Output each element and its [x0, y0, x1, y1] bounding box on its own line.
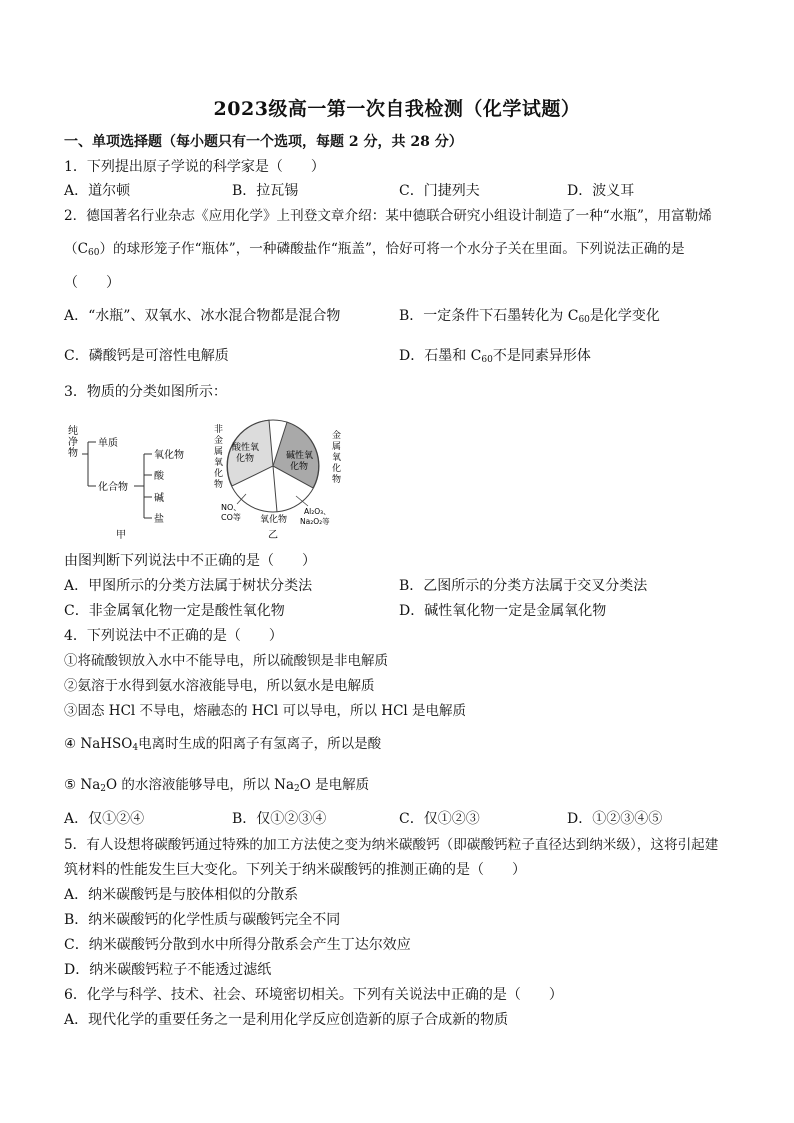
q2-line2: $(C_{60})$的球形笼子作“瓶体”，一种磷酸盐作“瓶盖”，恰好可将一个水分子关在里面。下列说法正确的是	[64, 241, 685, 258]
q5-option-b: B．纳米碳酸钙的化学性质与碳酸钙完全不同	[64, 912, 341, 928]
section-heading: 一、单项选择题（每小题只有一个选项，每题 2 分，共 28 分）	[64, 134, 463, 150]
q5-option-d: D．纳米碳酸钙粒子不能透过滤纸	[64, 962, 272, 978]
pie-bottom-label: 氧化物	[260, 515, 288, 525]
tree-l2-salt: 盐	[154, 514, 164, 525]
q4-statement-3: ③固态 HCl 不导电，熔融态的 HCl 可以导电，所以 HCl 是电解质	[64, 703, 467, 719]
q4-stem: 4．下列说法中不正确的是（ ）	[64, 628, 283, 644]
q4-option-b: B．仅①②③④	[232, 811, 327, 827]
q4-statement-5: ⑤ $Na_2O$ 的水溶液能够导电，所以 $Na_2O$ 是电解质	[64, 777, 370, 794]
q3-stem: 3．物质的分类如图所示：	[64, 384, 227, 400]
q1-option-a: A．道尔顿	[64, 183, 131, 199]
q4-statement-4: ④ NaHSO$_4$电离时生成的阳离子有氢离子，所以是酸	[64, 736, 382, 753]
pie-no-co-label: NO、 CO等	[221, 503, 242, 522]
q1-option-b: B．拉瓦锡	[232, 183, 299, 199]
pie-basic-label: 碱性氧化物	[286, 451, 314, 472]
tree-caption: 甲	[116, 530, 126, 541]
pie-right-label: 金属氧化物	[332, 431, 342, 485]
classification-figure	[64, 414, 354, 544]
pie-acidic-label: 酸性氧化物	[232, 443, 260, 464]
q4-statement-2: ②氨溶于水得到氨水溶液能导电，所以氨水是电解质	[64, 678, 375, 694]
tree-root: 纯净物	[68, 426, 78, 459]
q3-option-d: D．碱性氧化物一定是金属氧化物	[399, 603, 607, 619]
q2-line3: （ ）	[64, 275, 120, 291]
q2-option-a: A．“水瓶”、双氧水、冰水混合物都是混合物	[64, 308, 341, 324]
q3-option-c: C．非金属氧化物一定是酸性氧化物	[64, 603, 285, 619]
tree-l2-acid: 酸	[154, 471, 164, 482]
tree-l2-oxide: 氧化物	[154, 450, 184, 461]
q2-line1: 2．德国著名行业杂志《应用化学》上刊登文章介绍：某中德联合研究小组设计制造了一种“水瓶”，用富勒烯	[64, 208, 712, 224]
q2-option-d: D．石墨和 $C_{60}$不是同素异形体	[399, 348, 591, 365]
tree-l1-compound: 化合物	[98, 482, 128, 493]
tree-root-c1: 纯	[68, 426, 78, 437]
pie-caption: 乙	[268, 530, 278, 541]
q3-option-a: A．甲图所示的分类方法属于树状分类法	[64, 578, 313, 594]
pie-al-label: Al₂O₃、 Na₂O₂等	[300, 507, 331, 526]
q5-option-c: C．纳米碳酸钙分散到水中所得分散系会产生丁达尔效应	[64, 937, 411, 953]
q6-option-a: A．现代化学的重要任务之一是利用化学反应创造新的原子合成新的物质	[64, 1012, 509, 1028]
q3-option-b: B．乙图所示的分类方法属于交叉分类法	[399, 578, 648, 594]
q4-option-d: D．①②③④⑤	[567, 811, 663, 827]
q4-statement-1: ①将硫酸钡放入水中不能导电，所以硫酸钡是非电解质	[64, 653, 388, 669]
q4-option-a: A．仅①②④	[64, 811, 145, 827]
q6-stem: 6．化学与科学、技术、社会、环境密切相关。下列有关说法中正确的是（ ）	[64, 987, 563, 1003]
q1-option-c: C．门捷列夫	[399, 183, 480, 199]
pie-left-label: 非金属氧化物	[214, 425, 224, 490]
q5-line2: 筑材料的性能发生巨大变化。下列关于纳米碳酸钙的推测正确的是（ ）	[64, 862, 526, 878]
q5-line1: 5．有人设想将碳酸钙通过特殊的加工方法使之变为纳米碳酸钙（即碳酸钙粒子直径达到纳米级），这将引起建	[64, 837, 719, 853]
q4-option-c: C．仅①②③	[399, 811, 480, 827]
tree-l2-base: 碱	[154, 493, 164, 504]
q1-option-d: D．波义耳	[567, 183, 635, 199]
q2-option-b: B．一定条件下石墨转化为 $C_{60}$是化学变化	[399, 308, 660, 325]
q3-ask: 由图判断下列说法中不正确的是（ ）	[64, 553, 316, 569]
q1-stem: 1．下列提出原子学说的科学家是（ ）	[64, 159, 325, 175]
q2-option-c: C．磷酸钙是可溶性电解质	[64, 348, 229, 364]
page-title: 2023级高一第一次自我检测（化学试题）	[213, 98, 581, 120]
tree-l1-elemental: 单质	[98, 438, 118, 449]
q5-option-a: A．纳米碳酸钙是与胶体相似的分散系	[64, 887, 299, 903]
